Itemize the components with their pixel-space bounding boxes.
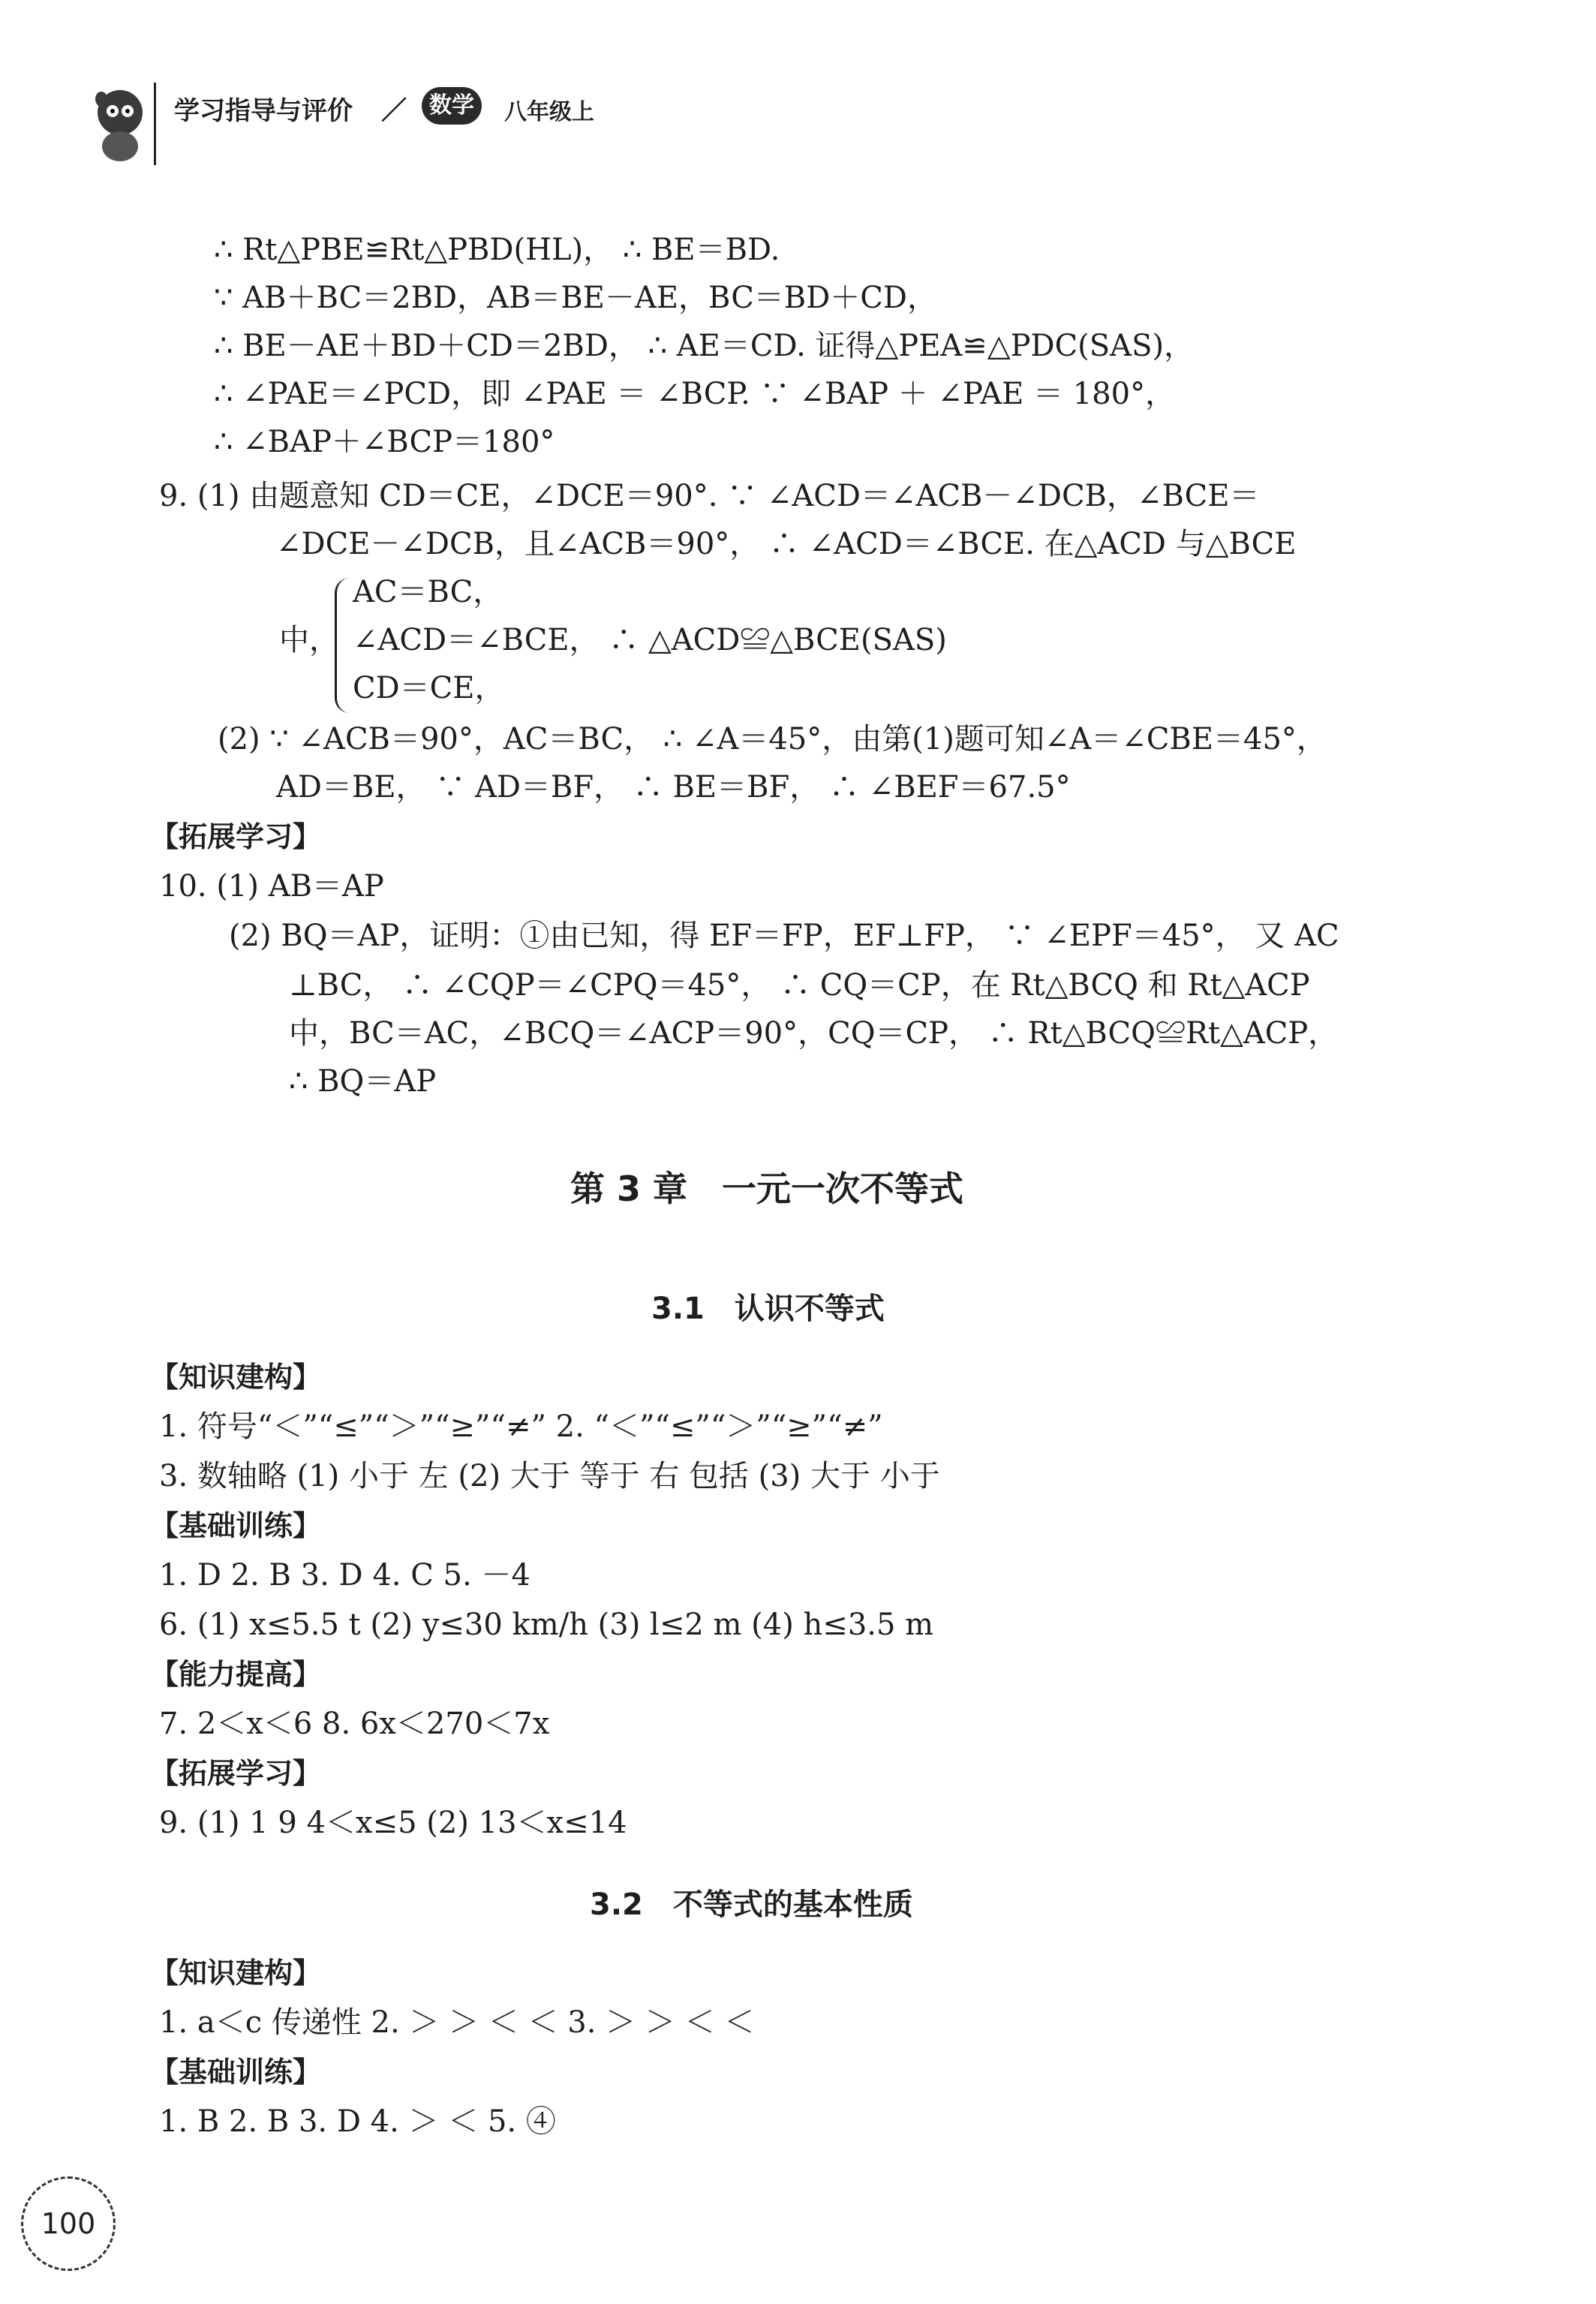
q10-line-5: ∴ BQ＝AP xyxy=(289,1064,437,1099)
q9-brace-line-2: ∠ACD＝∠BCE， ∴ △ACD≌△BCE(SAS) xyxy=(353,623,947,657)
heading-tuozhan-1: 【拓展学习】 xyxy=(150,820,322,853)
page-number: 100 xyxy=(21,2176,116,2271)
s31-heading-tuozhan: 【拓展学习】 xyxy=(150,1757,322,1790)
q9-brace-line-1: AC＝BC， xyxy=(353,575,503,609)
s31-answer-3: 1. D 2. B 3. D 4. C 5. －4 xyxy=(159,1558,530,1593)
q9-line-4: AD＝BE， ∵ AD＝BF， ∴ BE＝BF， ∴ ∠BEF＝67.5° xyxy=(276,770,1071,805)
s31-answer-2: 3. 数轴略 (1) 小于 左 (2) 大于 等于 右 包括 (3) 大于 小于 xyxy=(159,1459,940,1493)
proof-line-3: ∴ BE－AE＋BD＋CD＝2BD， ∴ AE＝CD. 证得△PEA≌△PDC(SAS)， xyxy=(214,329,1195,363)
q10-line-3: ⊥BC， ∴ ∠CQP＝∠CPQ＝45°， ∴ CQ＝CP，在 Rt△BCQ 和 Rt△ACP xyxy=(289,968,1310,1003)
mascot-logo xyxy=(86,83,154,165)
s31-heading-jichu: 【基础训练】 xyxy=(150,1509,322,1542)
s31-answer-1: 1. 符号“＜”“≤”“＞”“≥”“≠” 2. “＜”“≤”“＞”“≥”“≠” xyxy=(159,1409,883,1444)
section-3-1-title: 3.1 认识不等式 xyxy=(651,1292,885,1326)
proof-line-1: ∴ Rt△PBE≌Rt△PBD(HL)， ∴ BE＝BD. xyxy=(214,233,780,267)
s31-answer-6: 9. (1) 1 9 4＜x≤5 (2) 13＜x≤14 xyxy=(159,1806,627,1840)
chapter-title: 第 3 章 一元一次不等式 xyxy=(570,1169,964,1209)
system-brace xyxy=(335,578,352,713)
proof-line-4: ∴ ∠PAE＝∠PCD，即 ∠PAE ＝ ∠BCP. ∵ ∠BAP ＋ ∠PAE ＝ 180°， xyxy=(214,377,1176,411)
s31-answer-4: 6. (1) x≤5.5 t (2) y≤30 km/h (3) l≤2 m (4) h≤3.5 m xyxy=(159,1608,934,1642)
s31-heading-zhishi: 【知识建构】 xyxy=(150,1361,322,1394)
grade-label: 八年级上 xyxy=(504,99,594,125)
q9-line-3: (2) ∵ ∠ACB＝90°，AC＝BC， ∴ ∠A＝45°，由第(1)题可知∠A＝∠CBE＝45°， xyxy=(218,722,1327,756)
s32-heading-jichu: 【基础训练】 xyxy=(150,2056,322,2089)
s32-answer-1: 1. a＜c 传递性 2. ＞ ＞ ＜ ＜ 3. ＞ ＞ ＜ ＜ xyxy=(159,2005,755,2040)
header-slash: ／ xyxy=(381,96,407,126)
q9-line-2: ∠DCE－∠DCB，且∠ACB＝90°， ∴ ∠ACD＝∠BCE. 在△ACD 与△BCE xyxy=(276,527,1297,561)
proof-line-2: ∵ AB＋BC＝2BD，AB＝BE－AE，BC＝BD＋CD， xyxy=(214,281,937,315)
subject-badge: 数学 xyxy=(422,87,482,125)
q9-line-1: 9. (1) 由题意知 CD＝CE，∠DCE＝90°. ∵ ∠ACD＝∠ACB－∠DCB，∠BCE＝ xyxy=(159,479,1260,513)
section-3-2-title: 3.2 不等式的基本性质 xyxy=(590,1887,913,1922)
proof-line-5: ∴ ∠BAP＋∠BCP＝180° xyxy=(214,425,555,459)
q10-line-2: (2) BQ＝AP，证明：①由已知，得 EF＝FP，EF⊥FP， ∵ ∠EPF＝45°， 又 AC xyxy=(229,919,1339,953)
s31-answer-5: 7. 2＜x＜6 8. 6x＜270＜7x xyxy=(159,1707,550,1741)
q10-line-1: 10. (1) AB＝AP xyxy=(159,869,384,904)
q10-line-4: 中，BC＝AC，∠BCQ＝∠ACP＝90°，CQ＝CP， ∴ Rt△BCQ≌Rt△ACP， xyxy=(289,1016,1339,1051)
series-title: 学习指导与评价 xyxy=(174,96,353,126)
s32-heading-zhishi: 【知识建构】 xyxy=(150,1957,322,1990)
s31-heading-nengli: 【能力提高】 xyxy=(150,1658,322,1691)
q9-brace-line-3: CD＝CE， xyxy=(353,671,505,705)
header-divider xyxy=(154,83,156,165)
s32-answer-2: 1. B 2. B 3. D 4. ＞ ＜ 5. ④ xyxy=(159,2104,556,2139)
q9-zhong: 中， xyxy=(279,623,339,657)
